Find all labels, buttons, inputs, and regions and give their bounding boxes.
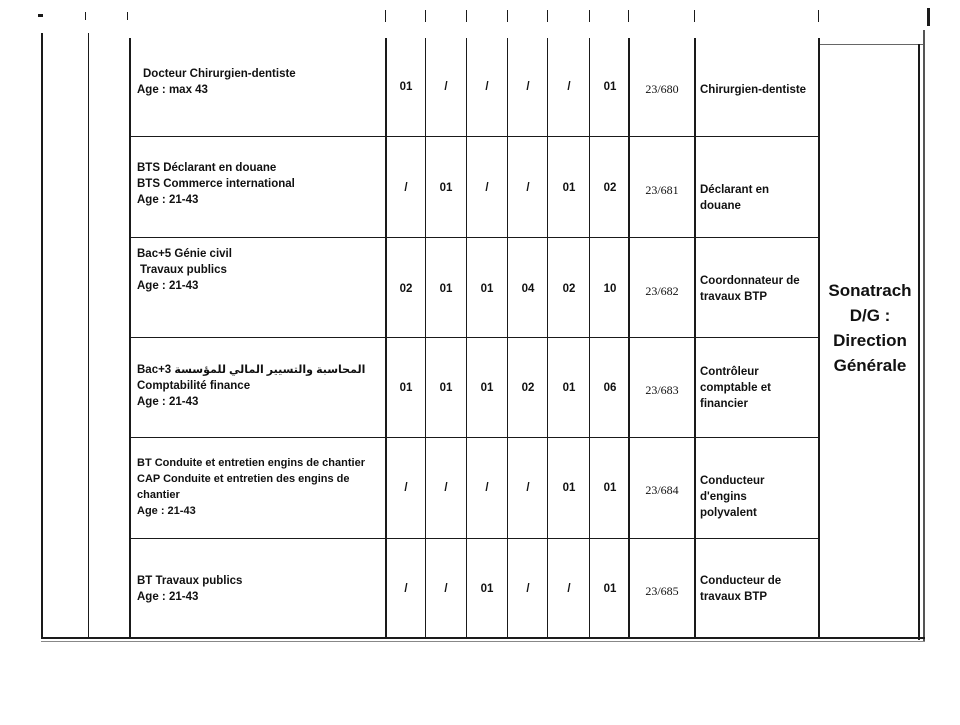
count-cell: 01 [603, 81, 617, 93]
requirement-degree: Bac+3 [137, 364, 172, 376]
count-cell: / [404, 583, 408, 595]
requirement-line: Age : 21-43 [137, 396, 199, 408]
count-cell: 02 [562, 283, 576, 295]
post-line: Déclarant en douane [700, 184, 770, 212]
reference-cell: 23/680 [645, 82, 679, 96]
requirement-line: CAP Conduite et entretien des engins de [137, 473, 350, 485]
organization-line: Générale [833, 356, 907, 375]
organization-line: Direction [833, 331, 907, 350]
post-line: Chirurgien-dentiste [700, 84, 807, 96]
reference-cell: 23/681 [645, 183, 679, 197]
row-line [129, 237, 819, 238]
top-tick [818, 10, 819, 22]
requirements-cell [137, 246, 382, 294]
requirement-line: Travaux publics [140, 264, 227, 276]
requirement-line: BT Travaux publics [137, 575, 243, 587]
post-line: Conducteur d'engins [700, 475, 765, 503]
count-cell: 01 [399, 382, 413, 394]
post-cell [700, 473, 812, 521]
reference-cell: 23/682 [645, 284, 679, 298]
top-tick [628, 10, 629, 22]
row-line [129, 437, 819, 438]
requirement-line: Bac+5 Génie civil [137, 248, 232, 260]
count-cell: / [444, 81, 448, 93]
count-cell: / [526, 182, 530, 194]
count-cell: 01 [480, 283, 494, 295]
count-cell: 01 [603, 482, 617, 494]
count-cell: / [404, 182, 408, 194]
count-cell: 01 [480, 382, 494, 394]
organization-line: D/G : [849, 306, 891, 325]
count-cell: / [526, 81, 530, 93]
count-cell: 01 [439, 382, 453, 394]
requirements-cell [137, 362, 382, 410]
row-line [129, 337, 819, 338]
post-cell [700, 364, 812, 412]
column-line [507, 38, 508, 638]
count-cell: 01 [439, 283, 453, 295]
requirement-line: BTS Commerce international [137, 178, 295, 190]
count-cell: 01 [603, 583, 617, 595]
requirements-cell [137, 66, 382, 98]
top-tick [425, 10, 426, 22]
column-line [129, 38, 131, 638]
count-cell: / [444, 583, 448, 595]
reference-cell: 23/684 [645, 483, 679, 497]
count-cell: / [404, 482, 408, 494]
top-tick [694, 10, 695, 22]
table-bottom-shadow [41, 641, 925, 642]
table-left-border [41, 33, 43, 638]
requirement-line: Age : 21-43 [137, 280, 199, 292]
reference-cell: 23/685 [645, 584, 679, 598]
count-cell: 06 [603, 382, 617, 394]
post-line: comptable et [700, 382, 771, 394]
organization-line: Sonatrach [828, 281, 912, 300]
count-cell: 02 [399, 283, 413, 295]
post-line: travaux BTP [700, 291, 768, 303]
top-tick [85, 12, 86, 20]
row-line [129, 538, 819, 539]
post-line: financier [700, 398, 748, 410]
top-tick [507, 10, 508, 22]
column-line [628, 38, 630, 638]
requirement-line: Docteur Chirurgien-dentiste [143, 68, 296, 80]
count-cell: / [526, 482, 530, 494]
requirement-line: Age : 21-43 [137, 591, 199, 603]
table-right-border-shadow [923, 30, 925, 642]
top-tick [589, 10, 590, 22]
count-cell: / [567, 81, 571, 93]
column-line [425, 38, 426, 638]
column-line [547, 38, 548, 638]
post-cell [700, 573, 812, 605]
table-bottom-border [41, 637, 925, 639]
count-cell: 01 [562, 382, 576, 394]
requirement-line [137, 362, 382, 378]
count-cell: 10 [603, 283, 617, 295]
count-cell: / [444, 482, 448, 494]
top-tick [466, 10, 467, 22]
column-line [385, 38, 387, 638]
table-top-border [820, 44, 924, 45]
post-line: Coordonnateur de [700, 275, 800, 287]
count-cell: 01 [562, 182, 576, 194]
post-line: Contrôleur [700, 366, 759, 378]
requirement-line: BTS Déclarant en douane [137, 162, 277, 174]
column-line [466, 38, 467, 638]
row-line [129, 136, 819, 137]
requirement-arabic: المحاسبة والتسيير المالي للمؤسسة [174, 364, 366, 376]
count-cell: / [485, 81, 489, 93]
requirements-cell [137, 160, 382, 208]
top-tick [127, 12, 128, 20]
count-cell: / [485, 482, 489, 494]
count-cell: / [526, 583, 530, 595]
post-cell [700, 182, 812, 214]
count-cell: 01 [399, 81, 413, 93]
top-tick [547, 10, 548, 22]
column-line [694, 38, 696, 638]
requirement-line: Comptabilité finance [137, 380, 251, 392]
post-cell [700, 82, 812, 98]
post-line: Conducteur de [700, 575, 782, 587]
post-cell [700, 273, 812, 305]
table-inner-left-line [88, 33, 89, 638]
count-cell: 02 [603, 182, 617, 194]
top-tick [927, 8, 930, 26]
organization-cell [820, 278, 920, 378]
requirements-cell [137, 573, 382, 605]
requirement-line: Age : 21-43 [137, 505, 196, 517]
count-cell: / [567, 583, 571, 595]
count-cell: 04 [521, 283, 535, 295]
post-line: travaux BTP [700, 591, 768, 603]
reference-cell: 23/683 [645, 383, 679, 397]
post-line: polyvalent [700, 507, 757, 519]
requirement-line: BT Conduite et entretien engins de chantier [137, 457, 365, 469]
column-line [589, 38, 590, 638]
count-cell: 01 [562, 482, 576, 494]
count-cell: 01 [439, 182, 453, 194]
top-tick [38, 14, 43, 17]
requirement-line: Age : 21-43 [137, 194, 199, 206]
count-cell: / [485, 182, 489, 194]
requirements-cell [137, 455, 382, 519]
requirement-line: Age : max 43 [137, 84, 208, 96]
count-cell: 02 [521, 382, 535, 394]
count-cell: 01 [480, 583, 494, 595]
top-tick [385, 10, 386, 22]
requirement-line: chantier [137, 489, 180, 501]
